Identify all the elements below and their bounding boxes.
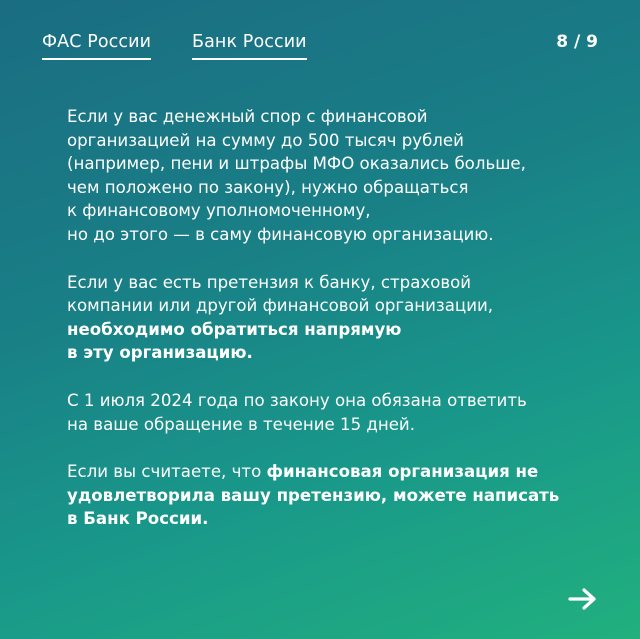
paragraph-text: Если у вас есть претензия к банку, страховой компании или другой финансовой организации, — [67, 272, 494, 316]
tag-bank-of-russia[interactable]: Банк России — [192, 32, 307, 60]
header — [42, 32, 598, 64]
paragraph-emphasis: необходимо обратиться напрямую в эту организацию. — [67, 319, 402, 363]
paragraph-text: Если у вас денежный спор с финансовой организацией на сумму до 500 тысяч рублей (например, пени и штрафы МФО оказались больше, чем положено по закону), нужно обращаться к финансовому уполномоченному, но до этого — в саму финансовую организацию. — [67, 107, 526, 244]
page-counter: 8 / 9 — [556, 32, 598, 52]
paragraph-bank-of-russia — [67, 460, 607, 531]
paragraph-text: С 1 июля 2024 года по закону она обязана ответить на ваше обращение в течение 15 дней. — [67, 390, 527, 434]
arrow-right-icon[interactable] — [568, 587, 598, 611]
paragraph-text: Если вы считаете, что — [67, 462, 267, 482]
tag-fas[interactable]: ФАС России — [42, 32, 151, 60]
paragraph-response-deadline — [67, 389, 607, 436]
paragraph-financial-dispute — [67, 105, 607, 247]
paragraph-claim-to-bank — [67, 271, 607, 365]
paragraph-emphasis: финансовая организация не удовлетворила вашу претензию, можете написать в Банк России. — [67, 462, 560, 529]
slide-content — [67, 105, 607, 531]
